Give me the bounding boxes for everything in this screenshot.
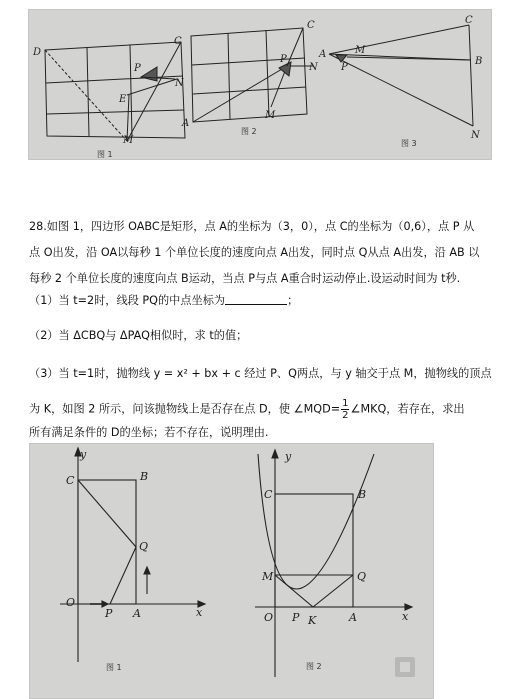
fig2-label-n: N [309,62,318,73]
fig3-label-p: P [341,62,348,73]
question-3-line-1: （3）当 t=1时，抛物线 y = x² + bx + c 经过 P、Q两点，与 y 轴交于点 M，抛物线的顶点 [29,367,492,380]
bfig1-label-y: y [80,448,87,461]
fig1-label-d: D [33,47,42,58]
bfig2-label-y: y [285,450,292,463]
fig1-top-caption: 图 1 [97,150,113,159]
top-figures-photo [28,9,492,160]
bfig2-label-m: M [262,570,274,583]
bfig2-label-o: O [264,611,274,624]
question-1-text: （1）当 t=2时，线段 PQ的中点坐标为 [29,294,226,307]
question-1 [29,293,298,309]
top-figure-2 [191,28,313,122]
problem-intro-line-2: 点 O出发，沿 OA以每秒 1 个单位长度的速度向点 A出发，同时点 Q从点 A出发，沿 AB 以 [29,246,480,259]
fraction-numerator: 1 [342,398,349,409]
question-3-line-2-start: 为 K，如图 2 所示，问该抛物线上是否存在点 D，使 ∠MQD= [29,402,341,416]
question-3-line-3: 所有满足条件的 D的坐标；若不存在，说明理由. [29,426,269,439]
problem-intro-line-1: 28.如图 1，四边形 OABC是矩形，点 A的坐标为（3，0），点 C的坐标为（0,6），点 P 从 [29,220,475,233]
fig1-label-e: E [119,94,127,105]
bfig2-label-k: K [308,614,317,627]
bfig1-label-p: P [105,607,113,620]
bottom-figure-1 [60,448,205,662]
fig1-bottom-caption: 图 1 [106,663,122,672]
bfig1-label-b: B [140,470,149,483]
bfig2-label-b: B [358,488,367,501]
question-2: （2）当 ΔCBQ与 ΔPAQ相似时，求 t的值； [29,329,248,342]
fig2-label-m: M [265,110,276,121]
bfig2-label-a: A [349,611,357,624]
fig1-label-n: N [175,78,184,89]
top-figure-3 [329,25,473,126]
half-fraction [341,398,349,421]
bfig2-label-c: C [264,488,273,501]
fig1-label-p: P [134,63,141,74]
fig2-bottom-caption: 图 2 [306,662,322,671]
fig3-label-n: N [471,130,480,141]
top-figure-1 [45,42,185,141]
fig2-label-c: C [307,20,315,31]
bfig2-label-p: P [292,611,300,624]
fig3-label-a: A [319,49,327,60]
question-3-line-2-end: ∠MKQ，若存在，求出 [350,402,465,416]
problem-intro-line-3: 每秒 2 个单位长度的速度向点 B运动，当点 P与点 A重合时运动停止.设运动时间为 t秒. [29,272,461,285]
question-3-line-2 [29,398,465,421]
fig1-label-c: C [174,36,182,47]
bfig2-label-q: Q [357,570,367,583]
problem-intro [29,214,503,292]
fig3-label-m: M [355,45,366,56]
question-1-end: ； [287,294,299,307]
bottom-figures-drawing [30,444,433,698]
fig3-top-caption: 图 3 [401,139,417,148]
bfig1-label-o: O [66,596,76,609]
bottom-figure-2 [255,450,412,677]
fig2-label-p: P [280,54,287,65]
answer-blank [225,293,287,305]
top-figures-drawing [29,10,491,159]
fig1-label-m: M [123,135,134,146]
bfig1-label-c: C [66,474,75,487]
bfig1-label-a: A [133,607,141,620]
fig3-label-b: B [475,56,483,67]
bfig1-label-x: x [196,606,203,619]
bottom-figures-photo [29,443,434,699]
bfig1-label-q: Q [139,540,149,553]
fig2-top-caption: 图 2 [241,127,257,136]
fig2-label-a: A [182,118,190,129]
watermark-logo-icon [395,657,415,677]
fig3-label-c: C [465,15,473,26]
fraction-denominator: 2 [342,410,349,421]
bfig2-label-x: x [402,610,409,623]
